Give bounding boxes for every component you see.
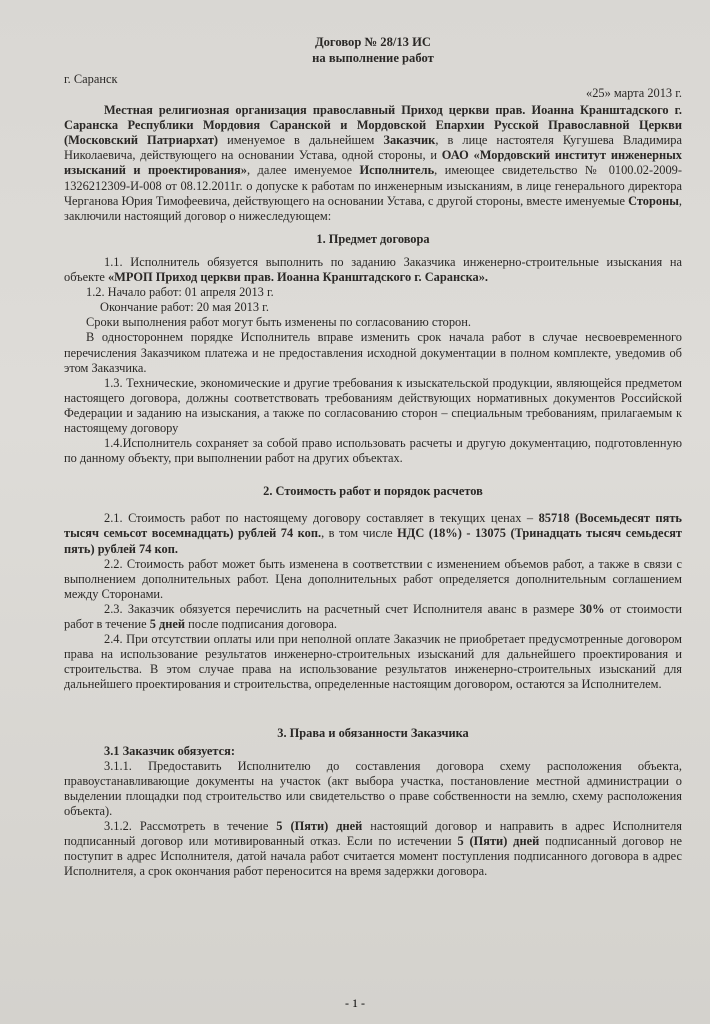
section-1-heading: 1. Предмет договора [316,231,430,246]
advance-days: 5 дней [149,617,186,631]
preamble-text: , в лице настоятеля Кугушева Владимира Николаевича, действующего на основании Устава, одной стороны, и [64,133,683,163]
clause-1-1 [64,255,682,285]
city-date-row [64,72,682,101]
clause-3-1-1: 3.1.1. Предоставить Исполнителю до составления договора схему расположения объекта, правоустанавливающие документы на участок (акт выбора участка, постановление местной администрации о выделении площадки под строительство или свидетельство о праве собственности на землю, схему расположения объекта). [64,758,682,818]
clause-1-4: 1.4.Исполнитель сохраняет за собой право использовать расчеты и другую документацию, подготовленную по данному объекту, при выполнении работ на других объектах. [64,436,682,466]
clause-text: 2.1. Стоимость работ по настоящему договору составляет в текущих ценах – [104,511,534,526]
contractor-term: Исполнитель [359,163,435,178]
clause-2-4: 2.4. При отсутствии оплаты или при неполной оплате Заказчик не приобретает предусмотренные договором права на использование результатов инженерно-строительных изысканий для дальнейшего проектирования и строительства. В этом случае права на использование результатов инженерно-строительных изысканий для дальнейшего проектирования и строительства, определенные настоящим договором, остаются за Исполнителем. [64,632,682,692]
clause-2-3 [64,602,682,632]
terms-change: Сроки выполнения работ могут быть изменены по согласованию сторон. [86,315,471,330]
price-amount: 85718 (Восемьдесят пять тысяч семьсот восемнадцать) рублей 74 коп. [64,511,682,541]
expiry-days: 5 (Пяти) дней [457,834,540,849]
section-3-heading: 3. Права и обязанности Заказчика [277,726,469,741]
customer-org: Местная религиозная организация православный Приход церкви прав. Иоанна Кранштадского г. Саранска Республики Мордовия Саранской и Мордовской Епархии Русской Православной Церкви (Московский Патриархат) [64,103,682,148]
preamble-text: именуемое в дальнейшем [218,133,384,148]
vat-amount: НДС (18%) - 13075 (Тринадцать тысяч семьдесят пять) рублей 74 коп. [64,526,682,556]
city: г. Саранск [64,72,118,86]
parties-term: Стороны [628,193,679,208]
advance-percent: 30% [579,601,605,616]
preamble-text: , имеющее свидетельство № 0100.02-2009-1326212309-И-008 от 08.12.2011г. о допуске к работам по инженерным изысканиям, в лице генерального директора Черганова Юрия Тимофеевича, действующего на основании Устава, с другой стороны, вместе именуемые [64,163,682,208]
clause-text: 3.1.2. Рассмотреть в течение [104,819,277,834]
contractor-org: ОАО «Мордовский институт инженерных изысканий и проектирования» [64,148,682,178]
clause-text: после подписания договора. [185,617,338,631]
clause-text: от стоимости работ в течение [64,601,682,631]
clause-text: настоящий договор и направить в адрес Исполнителя подписанный договор или мотивированный отказ. Если по истечении [64,819,682,849]
page-number: - 1 - [345,996,365,1010]
unilateral-change: В одностороннем порядке Исполнитель вправе изменить срок начала работ в случае несвоевременного перечисления Заказчиком платежа и не предоставления исходной документации в полном комплекте, уведомив об этом Заказчика. [64,330,682,375]
preamble-text: , далее именуемое [246,163,360,178]
clause-text: 2.3. Заказчик обязуется перечислить на расчетный счет Исполнителя аванс в размере [104,601,580,616]
clause-2-1 [64,511,682,556]
clause-text: подписанный договор не поступит в адрес Исполнителя, датой начала работ считается момент поступления подписанного договора в адрес Исполнителя, а срок окончания работ переносится на время задержки договора. [64,834,682,879]
clause-1-2-end: Окончание работ: 20 мая 2013 г. [100,300,269,315]
preamble [64,103,682,224]
customer-term: Заказчик [383,133,436,148]
clause-2-2: 2.2. Стоимость работ может быть изменена в соответствии с изменением объемов работ, а также в связи с выполнением дополнительных работ. Цена дополнительных работ определяется дополнительным соглашением между Сторонами. [64,556,682,601]
subsection-3-1: 3.1 Заказчик обязуется: [104,743,235,758]
clause-3-1-2 [64,819,682,879]
clause-1-3: 1.3. Технические, экономические и другие требования к изыскательской продукции, являющейся предметом настоящего договора, должны соответствовать требованиям действующих нормативных документов Российской Федерации и заданию на изыскания, а также по согласованию сторон – специальным требованиям, прилагаемым к настоящему договору [64,375,682,435]
contract-date: «25» марта 2013 г. [586,86,682,100]
clause-1-2: 1.2. Начало работ: 01 апреля 2013 г. [86,285,274,300]
preamble-text: , заключили настоящий договор о нижеследующем: [64,193,682,223]
contract-title: Договор № 28/13 ИС [314,35,432,49]
object-name: «МРОП Приход церкви прав. Иоанна Кранштадского г. Саранска». [107,270,489,285]
clause-text: 1.1. Исполнитель обязуется выполнить по заданию Заказчика инженерно-строительные изыскания на объекте [64,254,682,285]
clause-text: , в том числе [321,526,398,541]
section-2-heading: 2. Стоимость работ и порядок расчетов [263,484,483,499]
contract-subtitle: на выполнение работ [312,51,434,65]
review-days: 5 (Пяти) дней [276,819,363,834]
